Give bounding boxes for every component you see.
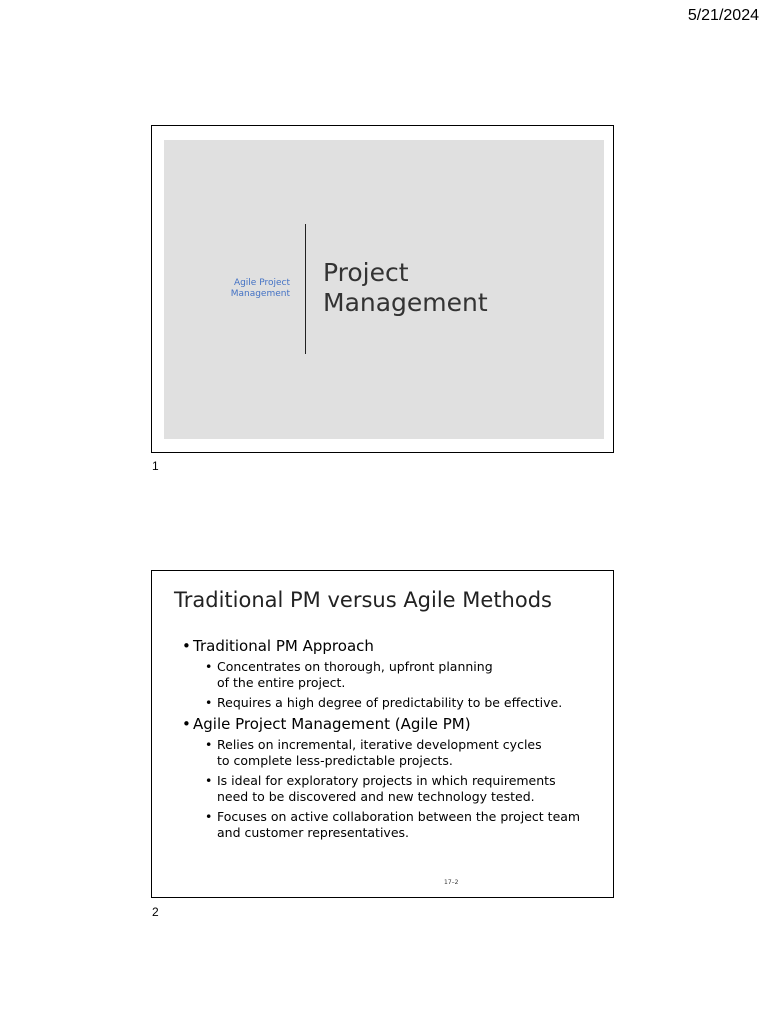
bullet-list — [182, 637, 602, 845]
slide-2-title: Traditional PM versus Agile Methods — [174, 588, 552, 612]
title-panel — [164, 140, 604, 439]
slide-2-thumbnail — [151, 570, 614, 898]
bullet-item: • Requires a high degree of predictability to be effective. — [205, 695, 602, 711]
slide-1-title: Project Management — [323, 258, 488, 317]
bullet-item: • Relies on incremental, iterative development cycles to complete less-predictable projects. — [205, 737, 602, 769]
bullet-heading: • Traditional PM Approach — [182, 637, 602, 655]
slide-number-1: 1 — [152, 459, 159, 473]
title-divider — [305, 224, 306, 354]
slide-1-subtitle: Agile Project Management — [230, 278, 290, 299]
bullet-item: • Concentrates on thorough, upfront planning of the entire project. — [205, 659, 602, 691]
bullet-heading: • Agile Project Management (Agile PM) — [182, 715, 602, 733]
bullet-item: • Focuses on active collaboration between the project team and customer representatives. — [205, 809, 602, 841]
bullet-item: • Is ideal for exploratory projects in which requirements need to be discovered and new technology tested. — [205, 773, 602, 805]
print-date: 5/21/2024 — [687, 7, 759, 24]
slide-1-thumbnail — [151, 125, 614, 453]
slide-footer-number: 17–2 — [444, 879, 459, 886]
slide-number-2: 2 — [152, 905, 159, 919]
